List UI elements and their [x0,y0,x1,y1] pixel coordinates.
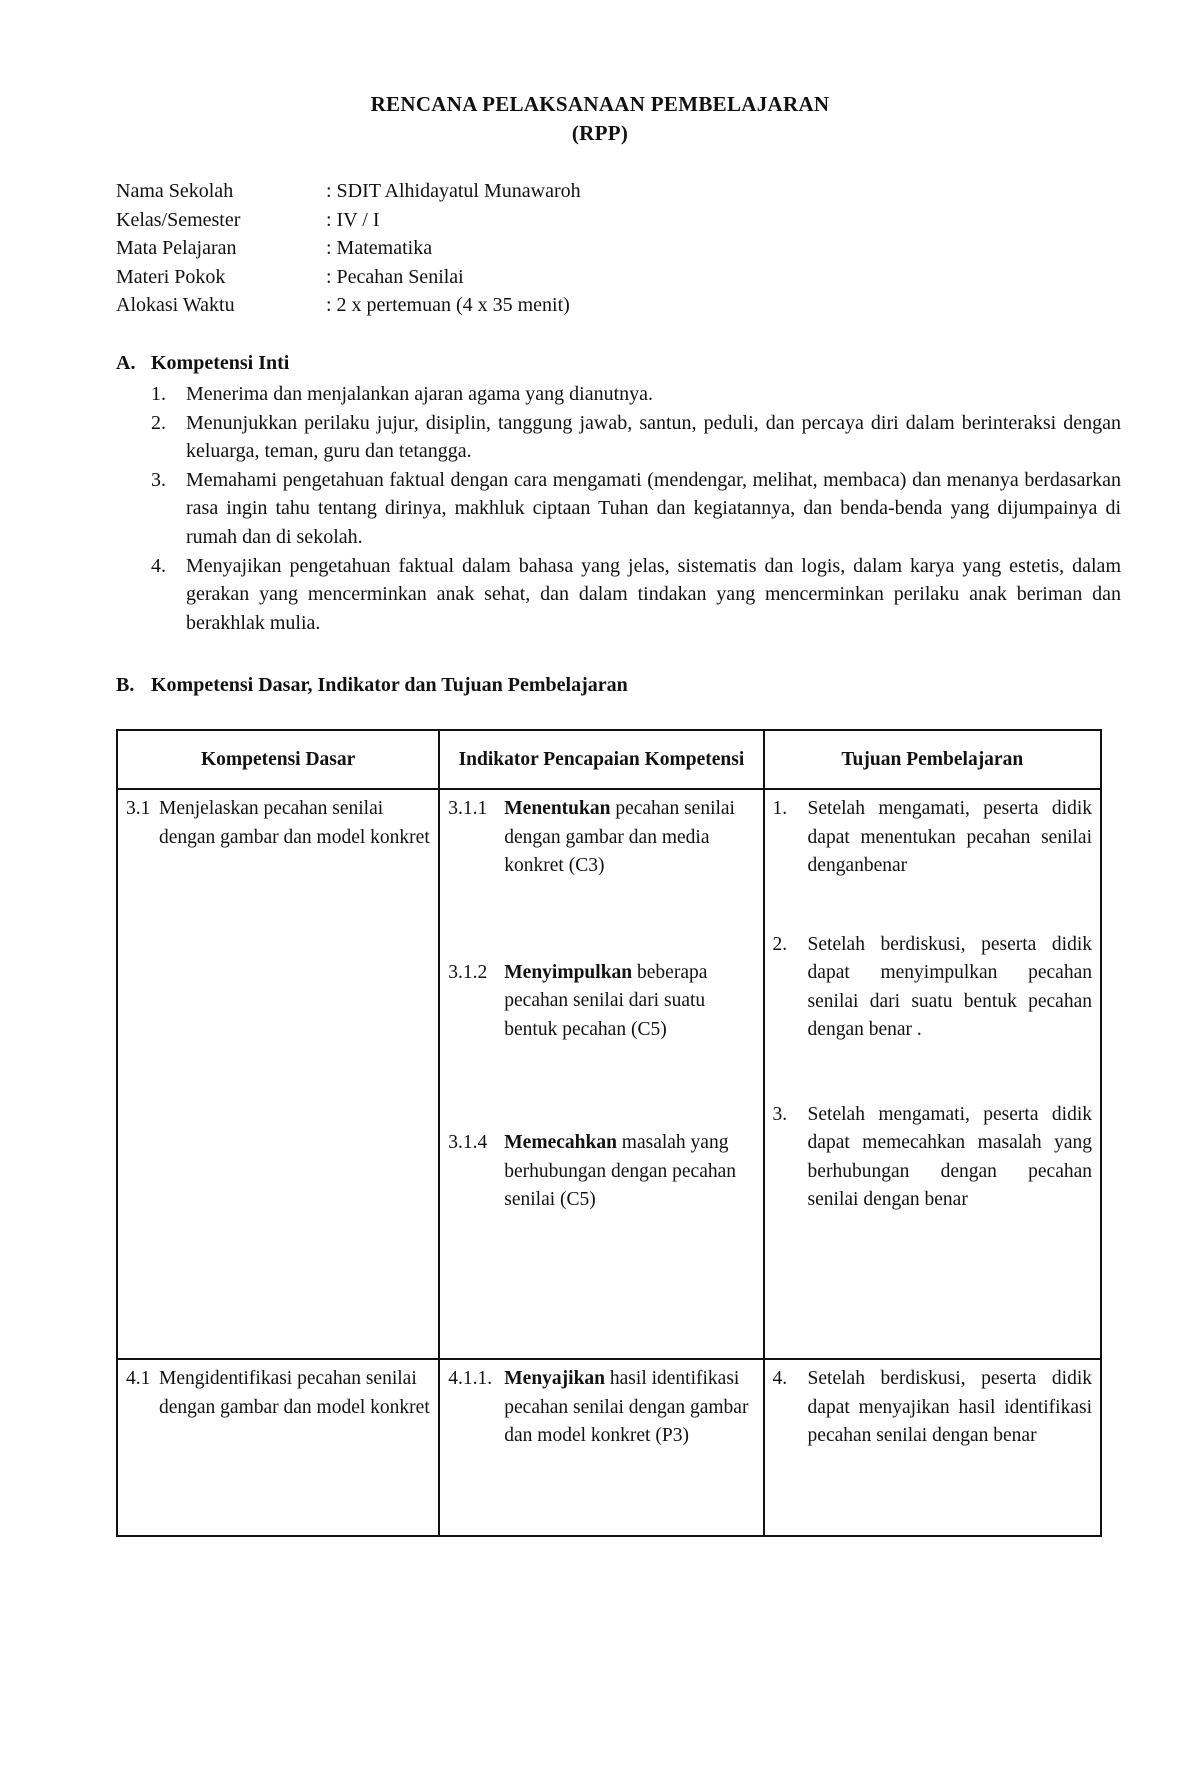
document-subtitle: (RPP) [571,121,629,145]
goal-item [773,1365,1092,1451]
section-title: Kompetensi Inti [151,352,290,374]
item-number: 3.1 [126,798,151,819]
section-letter: A. [116,352,136,374]
list-item [151,466,1121,552]
list-text: Menunjukkan perilaku jujur, disiplin, tanggung jawab, santun, peduli, dan percaya diri dalam berinteraksi dengan keluarga, teman, guru dan tetangga. [186,411,1121,463]
list-number: 1. [151,383,166,405]
identity-value: : SDIT Alhidayatul Munawaroh [326,180,581,202]
identity-value: : Pecahan Senilai [326,265,464,288]
list-text: Menerima dan menjalankan ajaran agama yang dianutnya. [186,383,654,405]
item-number: 1. [772,798,788,819]
item-text [504,1129,754,1215]
item-text: Mengidentifikasi pecahan senilai dengan gambar dan model konkret [159,1368,430,1418]
spacer [448,881,754,959]
list-number: 2. [151,411,166,434]
column-header-indicator: Indikator Pencapaian Kompetensi [439,730,763,789]
identity-row-subject [116,234,581,263]
item-text: Setelah berdiskusi, peserta didik dapat menyajikan hasil identifikasi pecahan senilai dengan benar [807,1368,1092,1446]
identity-row-school [116,177,581,206]
table-row [117,789,1101,1359]
identity-label: Materi Pokok [116,265,226,288]
section-letter: B. [116,674,135,696]
list-text: Menyajikan pengetahuan faktual dalam bahasa yang jelas, sistematis dan logis, dalam karya yang estetis, dalam gerakan yang mencerminkan anak sehat, dan dalam tindakan yang mencerminkan perilaku anak beriman dan berakhlak mulia. [186,554,1121,634]
core-competence-list [151,380,1121,637]
item-number: 4.1 [126,1368,151,1389]
item-number: 3.1.4 [448,1132,488,1153]
identity-row-topic [116,263,581,292]
item-number: 3. [772,1103,788,1125]
indicator-verb: Memecahkan [504,1132,617,1153]
list-number: 4. [151,554,166,577]
table-cell-basic-competence [117,789,439,1359]
list-text: Memahami pengetahuan faktual dengan cara mengamati (mendengar, melihat, membaca) dan menanya berdasarkan rasa ingin tahu tentang dirinya, makhluk ciptaan Tuhan dan kegiatannya, dan benda-benda yang dijumpainya di rumah dan di sekolah. [186,468,1121,548]
column-header-learning-goal: Tujuan Pembelajaran [764,730,1101,789]
goal-item [773,795,1092,881]
indicator-rest: pecahan senilai dengan gambar dan media konkret (C3) [504,798,735,876]
item-number: 4.1.1. [448,1368,493,1389]
identity-row-time [116,291,581,320]
indicator-verb: Menyimpulkan [504,961,633,983]
item-number: 2. [772,933,788,955]
document-title: RENCANA PELAKSANAAN PEMBELAJARAN [370,92,830,116]
item-text [504,795,754,881]
competence-table [116,729,1102,1537]
identity-value: : IV / I [326,208,380,231]
goal-item [773,931,1092,1045]
item-text: Setelah mengamati, peserta didik dapat menentukan pecahan senilai denganbenar [807,798,1092,876]
item-text: Setelah berdiskusi, peserta didik dapat menyimpulkan pecahan senilai dari suatu bentuk pecahan dengan benar . [807,933,1092,1040]
identity-label: Alokasi Waktu [116,294,235,316]
identity-block [116,177,581,320]
list-number: 3. [151,468,166,491]
indicator-item [448,1365,754,1451]
item-text: Setelah mengamati, peserta didik dapat memecahkan masalah yang berhubungan dengan pecahan senilai dengan benar [807,1103,1092,1210]
item-number: 3.1.1 [448,798,488,819]
section-title: Kompetensi Dasar, Indikator dan Tujuan Pembelajaran [151,674,628,696]
section-a-heading [116,352,289,375]
identity-value: : 2 x pertemuan (4 x 35 menit) [326,294,570,316]
list-item [151,380,1121,409]
indicator-item [448,959,754,1045]
item-text [504,959,754,1045]
indicator-rest: masalah yang berhubungan dengan pecahan senilai (C5) [504,1132,736,1210]
item-number: 4. [772,1368,788,1389]
competence-item [126,795,430,852]
item-text: Menjelaskan pecahan senilai dengan gambar dan model konkret [159,798,430,848]
identity-value: : Matematika [326,237,433,259]
list-item [151,409,1121,466]
indicator-rest: hasil identifikasi pecahan senilai dengan gambar dan model konkret (P3) [504,1368,749,1446]
table-cell-learning-goal [764,1359,1101,1536]
list-item [151,552,1121,638]
item-number: 3.1.2 [448,961,488,983]
spacer [448,1044,754,1129]
table-cell-basic-competence [117,1359,439,1536]
item-text [504,1365,754,1451]
column-header-basic-competence: Kompetensi Dasar [117,730,439,789]
indicator-item [448,795,754,881]
section-b-heading [116,674,628,697]
competence-item [126,1365,430,1422]
indicator-verb: Menyajikan [504,1368,606,1389]
identity-label: Nama Sekolah [116,180,234,202]
goal-item [773,1101,1092,1215]
table-cell-indicator [439,789,763,1359]
indicator-verb: Menentukan [504,798,611,819]
table-cell-indicator [439,1359,763,1536]
indicator-rest: beberapa pecahan senilai dari suatu bentuk pecahan (C5) [504,961,708,1040]
spacer [773,881,1092,931]
table-cell-learning-goal [764,789,1101,1359]
indicator-item [448,1129,754,1215]
spacer [773,1045,1092,1101]
identity-label: Mata Pelajaran [116,237,237,259]
table-row [117,1359,1101,1536]
identity-label: Kelas/Semester [116,208,241,231]
identity-row-class [116,206,581,235]
table-header-row [117,730,1101,789]
